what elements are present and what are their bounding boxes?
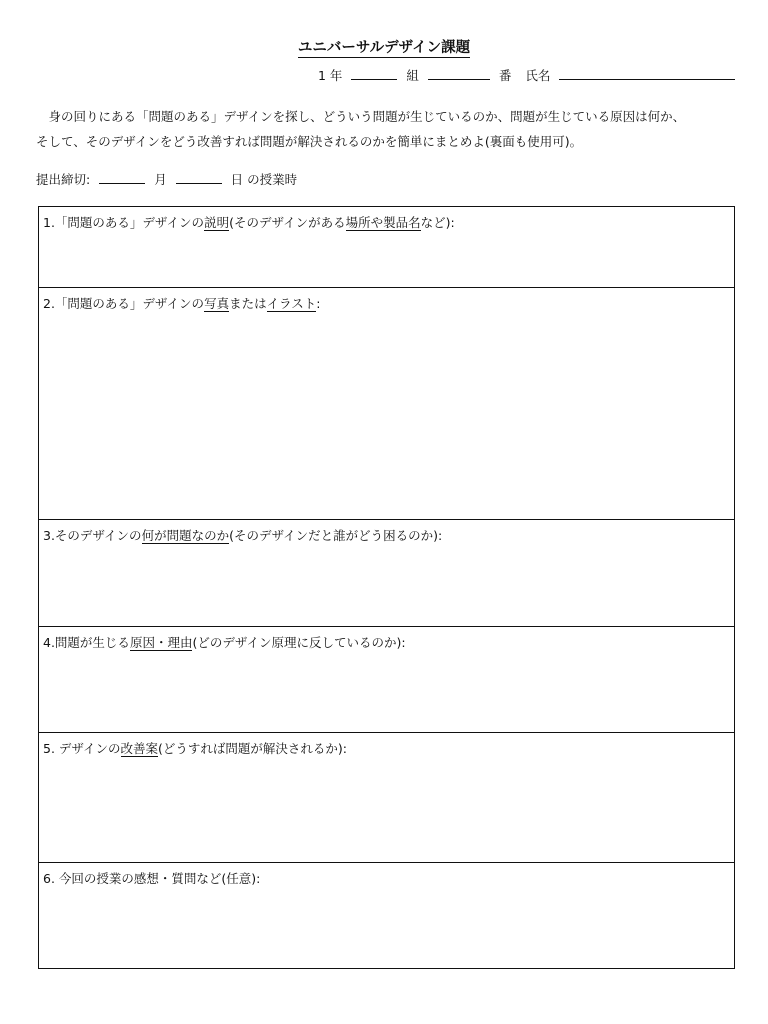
section-2-text-c: : [316,296,321,311]
name-label: 氏名 [525,68,551,83]
instructions-line-1 [36,104,748,129]
student-info-line [318,66,735,84]
deadline-line [36,170,297,188]
assignment-title-text: ユニバーサルデザイン課題 [297,40,471,56]
section-description[interactable] [39,207,734,287]
section-3-text-b: (そのデザインだと誰がどう困るのか): [229,528,443,543]
section-1-text-c: など): [420,215,455,230]
grade-label: 1 年 [318,68,343,83]
number-label: 番 [498,68,512,83]
section-1-keyword-place: 場所や製品名 [345,215,421,230]
name-blank[interactable] [559,66,735,80]
section-cause-reason[interactable] [39,626,734,732]
section-5-heading [43,741,347,757]
section-2-keyword-photo: 写真 [204,296,230,311]
section-improvement-plan[interactable] [39,732,734,862]
section-2-text-b: または [229,296,267,311]
section-1-keyword-description: 説明 [204,215,230,230]
section-2-heading [43,296,320,312]
deadline-month-blank[interactable] [99,170,145,184]
section-impressions-questions[interactable] [39,862,734,968]
section-photo-or-illustration[interactable] [39,287,734,519]
class-blank[interactable] [351,66,397,80]
assignment-title [0,36,768,57]
number-blank[interactable] [428,66,490,80]
section-4-heading [43,635,406,651]
instructions-line-1-text: 身の回りにある「問題のある」デザインを探し、どういう問題が生じているのか、問題が生じている原因は何か、 [48,109,686,124]
deadline-label: 提出締切: [36,172,91,187]
section-5-text-a: 5. デザインの [43,741,121,756]
section-what-is-problem[interactable] [39,519,734,626]
section-3-keyword-problem: 問題なのか [166,528,230,543]
deadline-day-label: 日 の授業時 [230,172,298,187]
section-5-keyword-improvement: 改善案 [120,741,159,756]
section-5-text-b: (どうすれば問題が解決されるか): [158,741,348,756]
section-1-text-a: 1.「問題のある」デザインの [43,215,205,230]
section-1-text-b: (そのデザインがある [229,215,346,230]
section-2-text-a: 2.「問題のある」デザインの [43,296,205,311]
instructions-line-2: そして、そのデザインをどう改善すれば問題が解決されるのかを簡単にまとめよ(裏面も使用可)。 [36,134,583,149]
deadline-month-label: 月 [154,172,167,187]
section-6-heading: 6. 今回の授業の感想・質問など(任意): [43,871,261,886]
section-3-keyword-what: 何が [141,528,167,543]
deadline-day-blank[interactable] [176,170,222,184]
section-4-keyword-cause: 原因・理由 [129,635,193,650]
section-4-text-b: (どのデザイン原理に反しているのか): [192,635,406,650]
class-label: 組 [406,68,419,83]
section-2-keyword-illustration: イラスト [266,296,317,311]
section-3-text-a: 3.そのデザインの [43,528,142,543]
instructions [36,104,748,154]
section-4-text-a: 4.問題が生じる [43,635,130,650]
section-3-heading [43,528,442,544]
answer-table [38,206,735,969]
section-1-heading [43,215,455,231]
